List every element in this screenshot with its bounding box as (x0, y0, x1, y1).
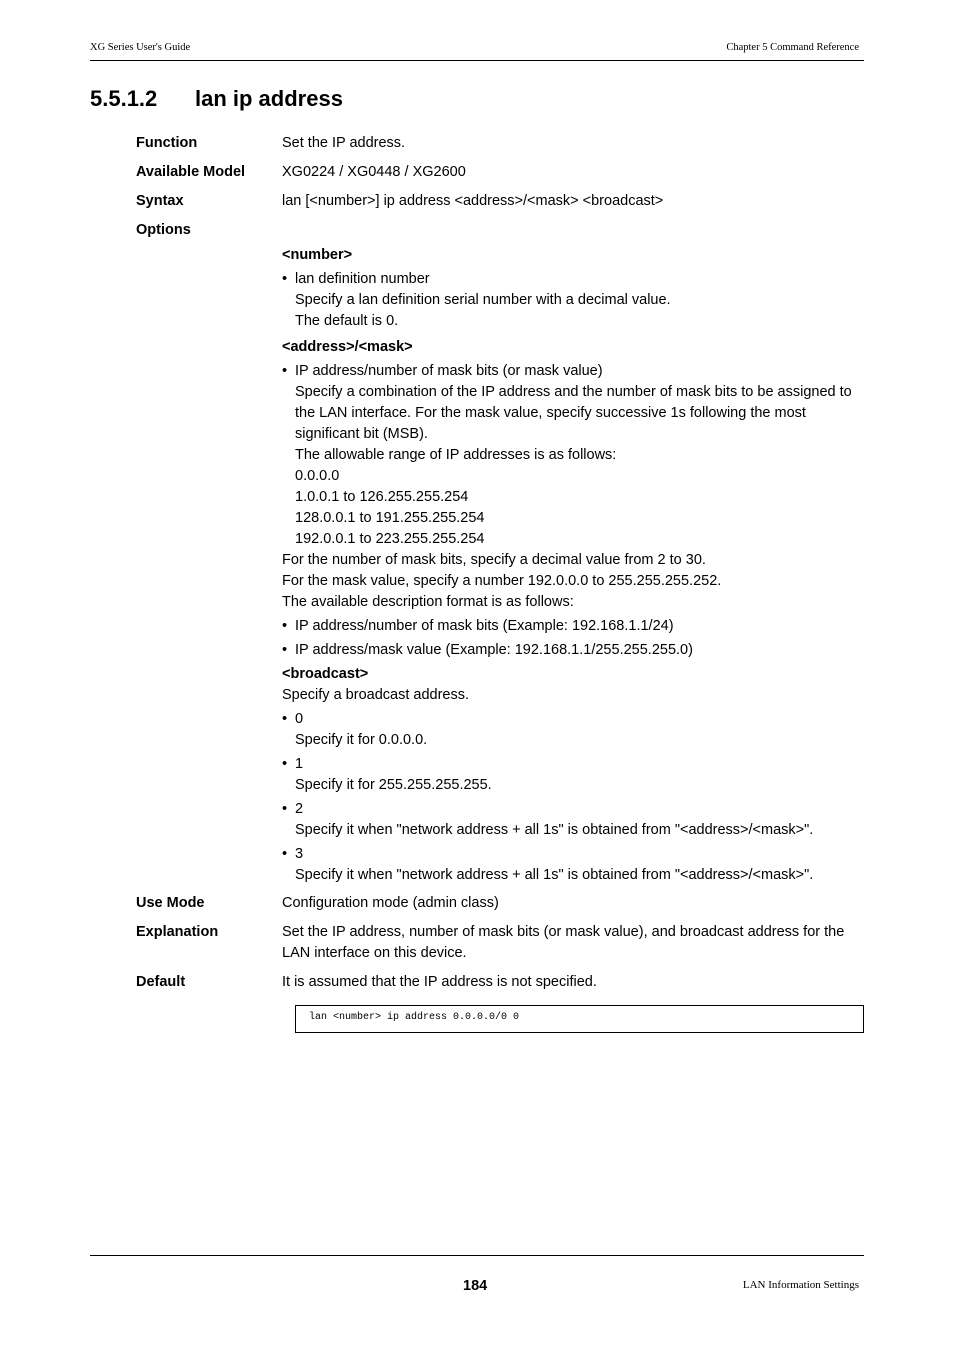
broadcast-item-desc: Specify it when "network address + all 1s" is obtained from "<address>/<mask>". (295, 867, 814, 883)
broadcast-item-desc: Specify it when "network address + all 1s" is obtained from "<address>/<mask>". (295, 822, 814, 838)
option-address-line: Specify a combination of the IP address and the number of mask bits to be assigned to the LAN interface. For the mask value, specify successive 1s following the most significant bit (MSB). (295, 384, 852, 442)
header-chapter: Chapter 5 Command Reference (726, 42, 859, 53)
explanation-value: Set the IP address, number of mask bits (or mask value), and broadcast address for the LAN interface on this device. (282, 924, 845, 961)
function-value: Set the IP address. (282, 135, 406, 151)
option-address-line: 0.0.0.0 (295, 468, 340, 484)
option-broadcast-heading: <broadcast> (282, 666, 369, 682)
broadcast-item-value: • 2 (282, 799, 866, 820)
model-label: Available Model (136, 164, 246, 180)
option-number-line: The default is 0. (295, 313, 399, 329)
option-address-after: For the number of mask bits, specify a decimal value from 2 to 30. (282, 552, 706, 568)
header-guide-title: XG Series User's Guide (90, 42, 191, 53)
footer-section: LAN Information Settings (742, 1279, 859, 1291)
option-number-bullet: • lan definition number (282, 269, 866, 290)
broadcast-item-desc: Specify it for 255.255.255.255. (295, 777, 492, 793)
usemode-label: Use Mode (136, 895, 205, 911)
syntax-label: Syntax (136, 193, 184, 209)
section-number: 5.5.1.2 (90, 86, 158, 111)
option-number-line: Specify a lan definition serial number with a decimal value. (295, 292, 671, 308)
option-address-line: 1.0.0.1 to 126.255.255.254 (295, 489, 469, 505)
default-label: Default (136, 974, 186, 990)
option-number (282, 245, 866, 332)
option-address-heading: <address>/<mask> (282, 339, 413, 355)
broadcast-item-desc: Specify it for 0.0.0.0. (295, 732, 428, 748)
usemode-value: Configuration mode (admin class) (282, 895, 499, 911)
option-address-format: • IP address/mask value (Example: 192.168.1.1/255.255.255.0) (282, 640, 866, 661)
function-label: Function (136, 135, 198, 151)
explanation-label: Explanation (136, 924, 219, 940)
option-address (282, 337, 866, 661)
page-header (90, 42, 864, 61)
option-address-line: The allowable range of IP addresses is as follows: (295, 447, 617, 463)
default-value: It is assumed that the IP address is not specified. (282, 974, 597, 990)
code-example: lan <number> ip address 0.0.0.0/0 0 (309, 1012, 520, 1023)
section-name: lan ip address (195, 86, 343, 111)
broadcast-item-value: • 3 (282, 844, 866, 865)
option-number-heading: <number> (282, 247, 353, 263)
page-footer (90, 1255, 864, 1296)
option-address-bullet: • IP address/number of mask bits (or mask value) (282, 361, 866, 382)
syntax-value: lan [<number>] ip address <address>/<mask> <broadcast> (282, 193, 664, 209)
page-number: 184 (463, 1278, 488, 1294)
options-label: Options (136, 222, 191, 238)
model-value: XG0224 / XG0448 / XG2600 (282, 164, 466, 180)
option-address-after: The available description format is as follows: (282, 594, 574, 610)
option-address-line: 128.0.0.1 to 191.255.255.254 (295, 510, 485, 526)
option-broadcast-intro: Specify a broadcast address. (282, 687, 469, 703)
option-address-line: 192.0.0.1 to 223.255.255.254 (295, 531, 485, 547)
option-address-after: For the mask value, specify a number 192.0.0.0 to 255.255.255.252. (282, 573, 722, 589)
section-title (90, 86, 343, 112)
broadcast-item-value: • 1 (282, 754, 866, 775)
code-example-box (295, 1005, 864, 1033)
option-broadcast (282, 664, 866, 886)
option-address-format: • IP address/number of mask bits (Example: 192.168.1.1/24) (282, 616, 866, 637)
broadcast-item-value: • 0 (282, 709, 866, 730)
